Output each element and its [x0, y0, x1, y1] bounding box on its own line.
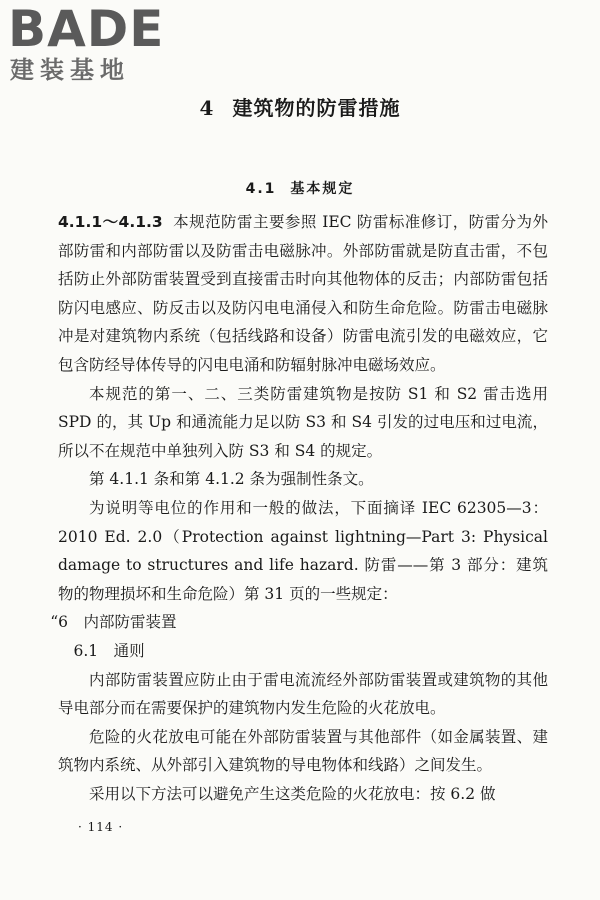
paragraph: 危险的火花放电可能在外部防雷装置与其他部件（如金属装置、建筑物内系统、从外部引入建筑物的导电物体和线路）之间发生。: [58, 727, 548, 775]
chapter-title-text: 建筑物的防雷措施: [232, 96, 401, 120]
subsection-heading: 6.1 通则: [73, 641, 145, 660]
paragraph: 4.1.1～4.1.3 本规范防雷主要参照 IEC 防雷标准修订，防雷分为外部防雷和内部防雷以及防雷击电磁脉冲。外部防雷就是防直击雷，不包括防止外部防雷装置受到直接雷击时向其他物体的反击；内部防雷包括防闪电感应、防反击以及防闪电电涌侵入和防生命危险。防雷击电磁脉冲是对建筑物内系统（包括线路和设备）防雷电流引发的电磁效应，它包含防经导体传导的闪电电涌和防辐射脉冲电磁场效应。: [58, 213, 549, 374]
logo-subtitle: 建装基地: [10, 56, 130, 84]
section-title: [0, 178, 600, 198]
paragraph: 第 4.1.1 条和第 4.1.2 条为强制性条文。: [89, 470, 374, 489]
section-number: 4.1: [245, 181, 277, 197]
page-number: · 114 ·: [78, 820, 124, 834]
section-title-text: 基本规定: [290, 181, 355, 197]
publisher-logo: [8, 0, 178, 86]
paragraph: 内部防雷装置应防止由于雷电流流经外部防雷装置或建筑物的其他导电部分而在需要保护的建筑物内发生危险的火花放电。: [58, 670, 548, 718]
paragraph: 本规范的第一、二、三类防雷建筑物是按防 S1 和 S2 雷击选用 SPD 的，其 Up 和通流能力足以防 S3 和 S4 引发的过电压和过电流，所以不在规范中单独列入防 S3 和 S4 的规定。: [58, 384, 548, 460]
logo-brand: BADE: [8, 0, 165, 58]
chapter-number: 4: [199, 96, 215, 120]
paragraph: 采用以下方法可以避免产生这类危险的火花放电：按 6.2 做: [89, 784, 496, 803]
paragraph: 为说明等电位的作用和一般的做法，下面摘译 IEC 62305—3：2010 Ed. 2.0（Protection against lightning—Part 3: Physical damage to structures and life hazard. 防雷——第 3 部分：建筑物的物理损坏和生命危险）第 31 页的一些规定：: [58, 498, 548, 603]
chapter-title: [0, 96, 600, 120]
quote-heading: “6 内部防雷装置: [50, 613, 177, 632]
body-text: [50, 208, 549, 808]
clause-number: 4.1.1～4.1.3: [58, 213, 163, 231]
